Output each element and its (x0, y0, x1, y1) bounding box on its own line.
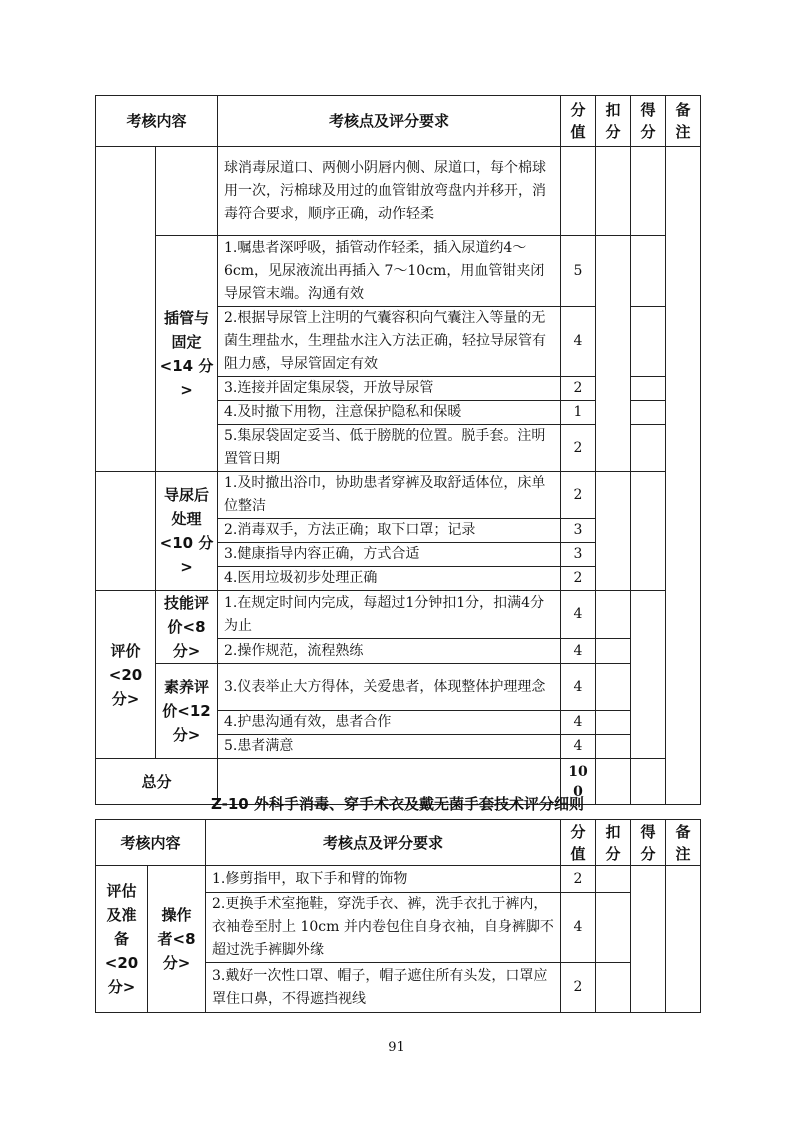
requirement-cell: 5.集尿袋固定妥当、低于膀胱的位置。脱手套。注明置管日期 (218, 425, 561, 472)
score-cell: 2 (561, 425, 596, 472)
requirement-cell: 3.健康指导内容正确，方式合适 (218, 543, 561, 567)
score-cell: 4 (561, 591, 596, 639)
score-cell: 2 (561, 866, 596, 893)
score-cell: 2 (561, 472, 596, 519)
score-cell: 3 (561, 543, 596, 567)
requirement-cell: 2.消毒双手，方法正确；取下口罩；记录 (218, 519, 561, 543)
table-row (96, 591, 701, 639)
table-row (96, 866, 701, 893)
requirement-cell: 2.更换手术室拖鞋，穿洗手衣、裤，洗手衣扎于裤内，衣袖卷至肘上 10cm 并内卷包住自身衣袖，自身裤脚不超过洗手裤脚外缘 (206, 893, 561, 963)
requirement-cell: 4.及时撤下用物，注意保护隐私和保暖 (218, 401, 561, 425)
requirement-cell: 2.根据导尿管上注明的气囊容积向气囊注入等量的无菌生理盐水，生理盐水注入方法正确，轻拉导尿管有阻力感，导尿管固定有效 (218, 307, 561, 377)
deduct-cell (596, 711, 631, 735)
total-label: 总分 (96, 759, 218, 805)
header-deduct: 扣 分 (596, 96, 631, 147)
category-skill: 技能评 价<8 分> (156, 591, 218, 664)
table-row (96, 472, 701, 519)
requirement-cell: 4.护患沟通有效，患者合作 (218, 711, 561, 735)
deduct-cell (596, 866, 631, 893)
table-header (96, 820, 701, 866)
deduct-cell (596, 893, 631, 963)
table-row (96, 147, 701, 236)
deduct-cell (596, 963, 631, 1013)
header-points: 考核点及评分要求 (218, 96, 561, 147)
header-remark: 备 注 (666, 96, 701, 147)
header-deduct: 扣 分 (596, 820, 631, 866)
requirement-cell: 3.连接并固定集尿袋，开放导尿管 (218, 377, 561, 401)
requirement-cell: 球消毒尿道口、两侧小阴唇内侧、尿道口，每个棉球用一次，污棉球及用过的血管钳放弯盘内并移开，消毒符合要求，顺序正确，动作轻柔 (218, 147, 561, 236)
obtained-cell (631, 236, 666, 307)
score-cell: 4 (561, 639, 596, 664)
header-score: 分 值 (561, 96, 596, 147)
category-prep: 评估 及准 备 <20 分> (96, 866, 148, 1013)
page-number: 91 (388, 1040, 405, 1055)
category-operator: 操作 者<8 分> (148, 866, 206, 1013)
score-cell: 5 (561, 236, 596, 307)
header-score: 分 值 (561, 820, 596, 866)
header-content: 考核内容 (96, 820, 206, 866)
score-cell: 4 (561, 735, 596, 759)
requirement-cell: 3.仪表举止大方得体，关爱患者，体现整体护理理念 (218, 664, 561, 711)
deduct-cell (596, 147, 631, 236)
scoring-table-2 (95, 819, 701, 1013)
score-cell: 2 (561, 567, 596, 591)
remark-cell (666, 866, 701, 1013)
table-row (96, 236, 701, 307)
requirement-cell: 5.患者满意 (218, 735, 561, 759)
deduct-cell (596, 735, 631, 759)
header-remark: 备 注 (666, 820, 701, 866)
obtained-cell (631, 377, 666, 401)
requirement-cell: 1.修剪指甲，取下手和臂的饰物 (206, 866, 561, 893)
header-points: 考核点及评分要求 (206, 820, 561, 866)
requirement-cell: 1.及时撤出浴巾，协助患者穿裤及取舒适体位，床单位整洁 (218, 472, 561, 519)
deduct-cell (596, 472, 631, 591)
remark-cell (666, 147, 701, 805)
obtained-cell (631, 866, 666, 1013)
obtained-cell (631, 591, 666, 759)
score-cell: 3 (561, 519, 596, 543)
category-quality: 素养评 价<12 分> (156, 664, 218, 759)
requirement-cell: 3.戴好一次性口罩、帽子，帽子遮住所有头发，口罩应罩住口鼻，不得遮挡视线 (206, 963, 561, 1013)
score-cell: 2 (561, 377, 596, 401)
score-cell: 4 (561, 664, 596, 711)
blank-cell (96, 147, 156, 472)
header-obtained: 得 分 (631, 96, 666, 147)
deduct-cell (596, 591, 631, 639)
category-insert: 插管与 固定 <14 分> (156, 236, 218, 472)
category-eval: 评价<20 分> (96, 591, 156, 759)
requirement-cell: 1.在规定时间内完成，每超过1分钟扣1分，扣满4分为止 (218, 591, 561, 639)
score-cell: 4 (561, 893, 596, 963)
requirement-cell: 1.嘱患者深呼吸，插管动作轻柔，插入尿道约4～6cm，见尿液流出再插入 7～10cm，用血管钳夹闭导尿管末端。沟通有效 (218, 236, 561, 307)
requirement-cell: 2.操作规范，流程熟练 (218, 639, 561, 664)
obtained-cell (631, 147, 666, 236)
scoring-table-1 (95, 95, 701, 805)
section-title: Z-10 外科手消毒、穿手术衣及戴无菌手套技术评分细则 (211, 795, 584, 813)
header-obtained: 得 分 (631, 820, 666, 866)
category-after: 导尿后 处理 <10 分> (156, 472, 218, 591)
deduct-cell (596, 664, 631, 711)
blank-cell (96, 472, 156, 591)
total-score: 10 0 (561, 759, 596, 805)
obtained-cell (631, 401, 666, 425)
score-cell: 1 (561, 401, 596, 425)
score-cell (561, 147, 596, 236)
obtained-cell (631, 425, 666, 472)
score-cell: 2 (561, 963, 596, 1013)
deduct-cell (596, 639, 631, 664)
header-content: 考核内容 (96, 96, 218, 147)
score-cell: 4 (561, 307, 596, 377)
obtained-cell (631, 307, 666, 377)
requirement-cell: 4.医用垃圾初步处理正确 (218, 567, 561, 591)
deduct-cell (596, 236, 631, 472)
score-cell: 4 (561, 711, 596, 735)
table-header (96, 96, 701, 147)
obtained-cell (631, 472, 666, 591)
blank-cell (156, 147, 218, 236)
table-row (96, 664, 701, 711)
